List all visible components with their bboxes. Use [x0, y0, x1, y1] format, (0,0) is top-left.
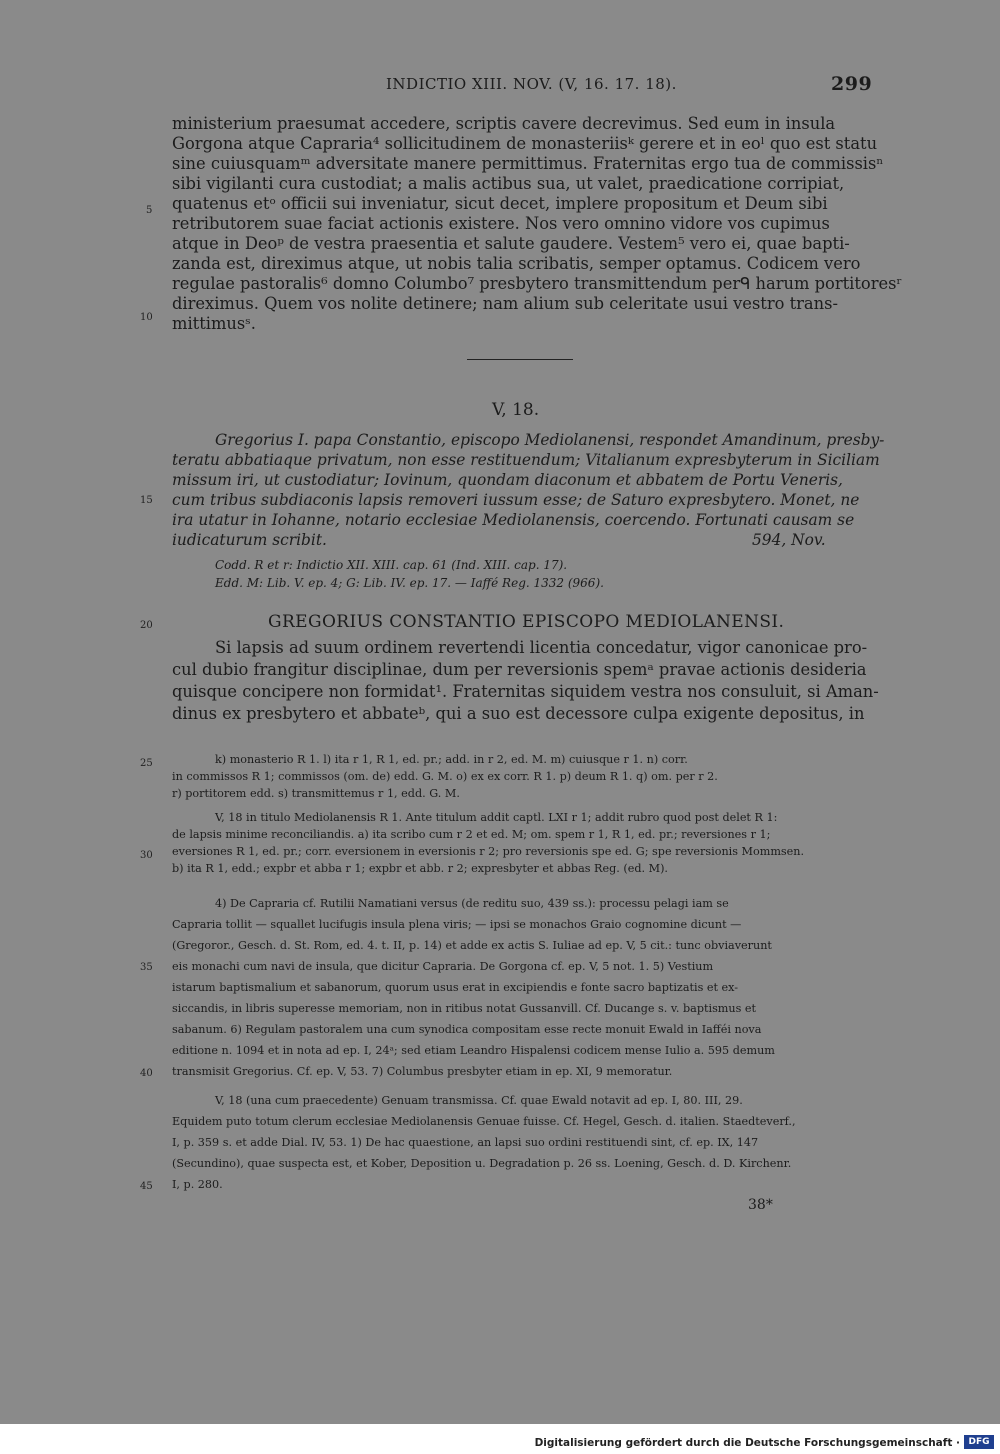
commentary-line: istarum baptismalium et sabanorum, quorum usus erat in excipiendis e fonte sacro baptizatis et ex-: [172, 981, 739, 994]
apparatus-line: b) ita R 1, edd.; expbr et abba r 1; expbr et abb. r 2; expresbyter et abbas Reg. (ed. M).: [172, 862, 668, 875]
section-divider: [467, 359, 573, 360]
dfg-logo-icon: DFG: [964, 1435, 994, 1449]
commentary-line: sabanum. 6) Regulam pastoralem una cum synodica compositam esse recte monuit Ewald in Iafféi nova: [172, 1023, 762, 1036]
summary-line: cum tribus subdiaconis lapsis removeri iussum esse; de Saturo expresbytero. Monet, ne: [172, 491, 860, 509]
line-number: 40: [140, 1068, 153, 1079]
line-number: 30: [140, 850, 153, 861]
page-number: 299: [831, 73, 873, 95]
commentary-line: siccandis, in libris superesse memoriam, non in ritibus notat Gussanvill. Cf. Ducange s. v. baptismus et: [172, 1002, 757, 1015]
commentary-line: eis monachi cum navi de insula, que dicitur Capraria. De Gorgona cf. ep. V, 5 not. 1. 5) Vestium: [172, 960, 714, 973]
summary-line: teratu abbatiaque privatum, non esse restituendum; Vitalianum expresbyterum in Siciliam: [172, 451, 880, 469]
line-number: 20: [140, 620, 153, 631]
section-title: V, 18.: [492, 400, 540, 420]
text-line: zanda est, direximus atque, ut nobis talia scribatis, semper optamus. Codicem vero: [172, 254, 861, 273]
commentary-line: transmisit Gregorius. Cf. ep. V, 53. 7) Columbus presbyter etiam in ep. XI, 9 memoratur.: [172, 1065, 673, 1078]
codices-note: Codd. R et r: Indictio XII. XIII. cap. 61 (Ind. XIII. cap. 17).: [215, 558, 568, 572]
commentary-line: V, 18 (una cum praecedente) Genuam transmissa. Cf. quae Ewald notavit ad ep. I, 80. III, 29.: [215, 1094, 743, 1107]
summary-line: missum iri, ut custodiatur; Iovinum, quondam diaconum et abbatem de Portu Veneris,: [172, 471, 843, 489]
line-number: 25: [140, 758, 153, 769]
commentary-line: (Secundino), quae suspecta est, et Kober, Deposition u. Degradation p. 26 ss. Loening, Gesch. d. D. Kirchenr.: [172, 1157, 792, 1170]
line-number: 5: [146, 205, 153, 216]
signature-mark: 38*: [748, 1197, 773, 1213]
line-number: 10: [140, 312, 153, 323]
letter-address: GREGORIUS CONSTANTIO EPISCOPO MEDIOLANENSI.: [268, 612, 785, 632]
text-line: ministerium praesumat accedere, scriptis cavere decrevimus. Sed eum in insula: [172, 114, 836, 133]
apparatus-line: in commissos R 1; commissos (om. de) edd. G. M. o) ex ex corr. R 1. p) deum R 1. q) om. per r 2.: [172, 770, 718, 783]
summary-date: 594, Nov.: [752, 531, 826, 549]
text-line: direximus. Quem vos nolite detinere; nam alium sub celeritate usui vestro trans-: [172, 294, 838, 313]
editions-note: Edd. M: Lib. V. ep. 4; G: Lib. IV. ep. 17. — Iaffé Reg. 1332 (966).: [215, 576, 604, 590]
text-line: cul dubio frangitur disciplinae, dum per reversionis spemᵃ pravae actionis desideria: [172, 660, 867, 679]
commentary-line: I, p. 280.: [172, 1178, 223, 1191]
commentary-line: (Gregoror., Gesch. d. St. Rom, ed. 4. t. II, p. 14) et adde ex actis S. Iuliae ad ep. V, 5 cit.: tunc obviaverunt: [172, 939, 772, 952]
line-number: 35: [140, 962, 153, 973]
summary-line: ira utatur in Iohanne, notario ecclesiae Mediolanensis, coercendo. Fortunati causam se: [172, 511, 855, 529]
dfg-credit: Digitalisierung gefördert durch die Deutsche Forschungsgemeinschaft ·: [534, 1437, 960, 1449]
apparatus-line: eversiones R 1, ed. pr.; corr. eversionem in eversionis r 2; pro reversionis spe ed. G; spe reversionis Mommsen.: [172, 845, 805, 858]
text-line: atque in Deoᵖ de vestra praesentia et salute gaudere. Vestem⁵ vero ei, quae bapti-: [172, 234, 850, 253]
text-line: regulae pastoralis⁶ domno Columbo⁷ presbytero transmittendum perᑫ harum portitoresʳ: [172, 274, 903, 293]
line-number: 45: [140, 1181, 153, 1192]
text-line: quisque concipere non formidat¹. Fraternitas siquidem vestra nos consuluit, si Aman-: [172, 682, 879, 701]
text-line: quatenus etᵒ officii sui inveniatur, sicut decet, implere propositum et Deum sibi: [172, 194, 828, 213]
text-line: retributorem suae faciat actionis existere. Nos vero omnino vidore vos cupimus: [172, 214, 830, 233]
text-line: mittimusˢ.: [172, 314, 256, 333]
commentary-line: I, p. 359 s. et adde Dial. IV, 53. 1) De hac quaestione, an lapsi suo ordini restituendi sint, cf. ep. IX, 147: [172, 1136, 759, 1149]
apparatus-line: de lapsis minime reconciliandis. a) ita scribo cum r 2 et ed. M; om. spem r 1, R 1, ed. pr.; reversiones r 1;: [172, 828, 771, 841]
text-line: dinus ex presbytero et abbateᵇ, qui a suo est decessore culpa exigente depositus, in: [172, 704, 865, 723]
commentary-line: Equidem puto totum clerum ecclesiae Mediolanensis Genuae fuisse. Cf. Hegel, Gesch. d. italien. Staedteverf.,: [172, 1115, 796, 1128]
apparatus-line: k) monasterio R 1. l) ita r 1, R 1, ed. pr.; add. in r 2, ed. M. m) cuiusque r 1. n) corr.: [215, 753, 688, 766]
summary-line: iudicaturum scribit.: [172, 531, 327, 549]
commentary-line: 4) De Capraria cf. Rutilii Namatiani versus (de reditu suo, 439 ss.): processu pelagi iam se: [215, 897, 729, 910]
text-line: sine cuiusquamᵐ adversitate manere permittimus. Fraternitas ergo tua de commissisⁿ: [172, 154, 884, 173]
apparatus-line: r) portitorem edd. s) transmittemus r 1, edd. G. M.: [172, 787, 460, 800]
footer-bar: [0, 1424, 1000, 1454]
commentary-line: editione n. 1094 et in nota ad ep. I, 24ᵃ; sed etiam Leandro Hispalensi codicem mense Iulio a. 595 demum: [172, 1044, 775, 1057]
apparatus-line: V, 18 in titulo Mediolanensis R 1. Ante titulum addit captl. LXI r 1; addit rubro quod post delet R 1:: [215, 811, 778, 824]
text-line: Si lapsis ad suum ordinem revertendi licentia concedatur, vigor canonicae pro-: [215, 638, 868, 657]
summary-line: Gregorius I. papa Constantio, episcopo Mediolanensi, respondet Amandinum, presby-: [215, 431, 885, 449]
text-line: Gorgona atque Capraria⁴ sollicitudinem de monasteriisᵏ gerere et in eoˡ quo est statu: [172, 134, 878, 153]
line-number: 15: [140, 495, 153, 506]
header-title: INDICTIO XIII. NOV. (V, 16. 17. 18).: [386, 75, 677, 93]
text-line: sibi vigilanti cura custodiat; a malis actibus sua, ut valet, praedicatione corripiat,: [172, 174, 845, 193]
commentary-line: Capraria tollit — squallet lucifugis insula plena viris; — ipsi se monachos Graio cognomine dicunt —: [172, 918, 742, 931]
